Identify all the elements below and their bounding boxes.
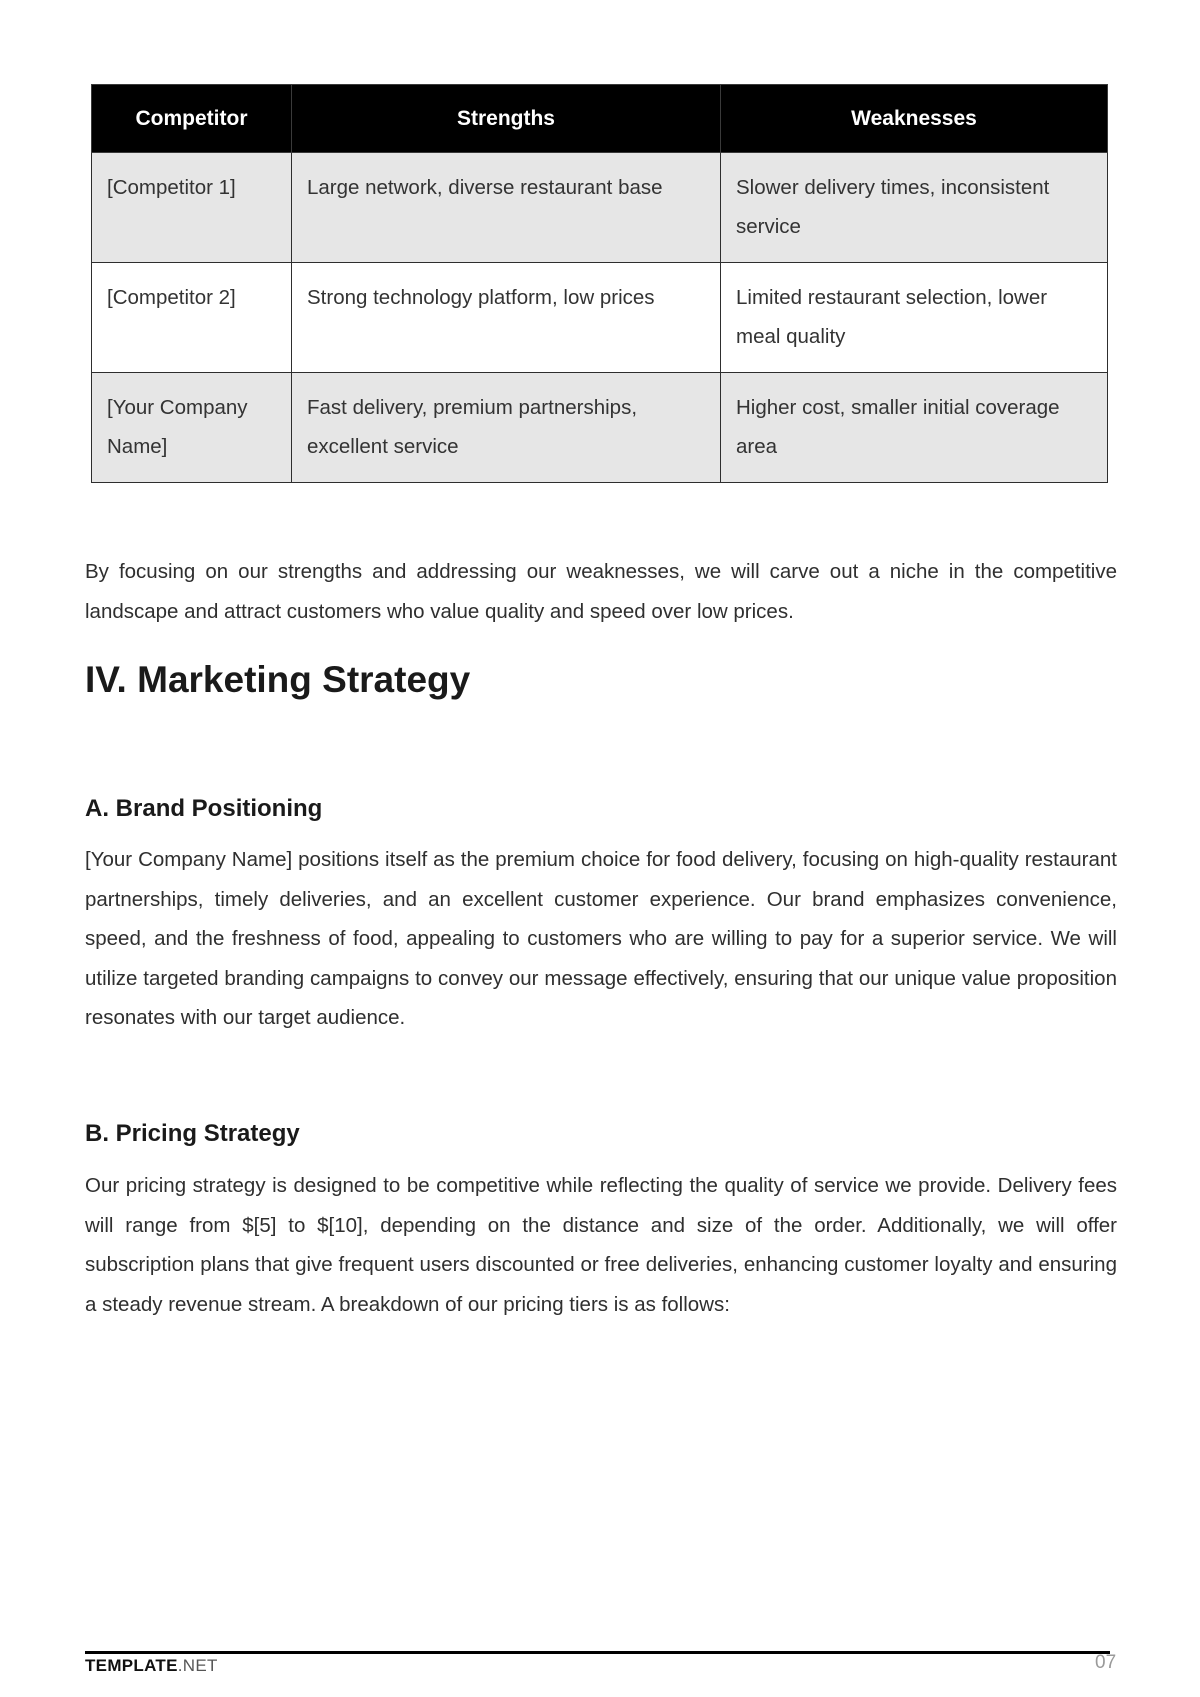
footer-divider: [85, 1651, 1110, 1654]
cell-competitor: [Your Company Name]: [92, 373, 292, 483]
cell-weaknesses: Limited restaurant selection, lower meal quality: [721, 263, 1108, 373]
table-row: [92, 153, 1108, 263]
footer-brand-bold: TEMPLATE: [85, 1656, 178, 1675]
cell-weaknesses: Higher cost, smaller initial coverage area: [721, 373, 1108, 483]
header-competitor: Competitor: [92, 85, 292, 153]
cell-competitor: [Competitor 2]: [92, 263, 292, 373]
intro-paragraph: By focusing on our strengths and addressing our weaknesses, we will carve out a niche in the competitive landscape and attract customers who value quality and speed over low prices.: [85, 560, 1117, 623]
cell-strengths: Strong technology platform, low prices: [292, 263, 721, 373]
cell-weaknesses: Slower delivery times, inconsistent service: [721, 153, 1108, 263]
footer-brand-logo: [85, 1656, 218, 1676]
section-title: IV. Marketing Strategy: [85, 659, 471, 700]
cell-competitor: [Competitor 1]: [92, 153, 292, 263]
table-header-row: [92, 85, 1108, 153]
header-strengths: Strengths: [292, 85, 721, 153]
pricing-strategy-body: Our pricing strategy is designed to be competitive while reflecting the quality of service we provide. Delivery fees will range from $[5] to $[10], depending on the distance and size of the order. Additionally, we will offer subscription plans that give frequent users discounted or free deliveries, enhancing customer loyalty and ensuring a steady revenue stream. A breakdown of our pricing tiers is as follows:: [85, 1174, 1117, 1316]
table-row: [92, 373, 1108, 483]
brand-positioning-body: [Your Company Name] positions itself as the premium choice for food delivery, focusing on high-quality restaurant partnerships, timely deliveries, and an excellent customer experience. Our brand emphasizes convenience, speed, and the freshness of food, appealing to customers who are willing to pay for a superior service. We will utilize targeted branding campaigns to convey our message effectively, ensuring that our unique value proposition resonates with our target audience.: [85, 848, 1117, 1029]
cell-strengths: Fast delivery, premium partnerships, excellent service: [292, 373, 721, 483]
footer-brand-light: .NET: [177, 1656, 218, 1675]
cell-strengths: Large network, diverse restaurant base: [292, 153, 721, 263]
competitor-table: [91, 84, 1108, 483]
brand-positioning-heading: A. Brand Positioning: [85, 795, 323, 822]
table-row: [92, 263, 1108, 373]
header-weaknesses: Weaknesses: [721, 85, 1108, 153]
pricing-strategy-heading: B. Pricing Strategy: [85, 1120, 300, 1147]
page-number: 07: [1095, 1652, 1117, 1673]
